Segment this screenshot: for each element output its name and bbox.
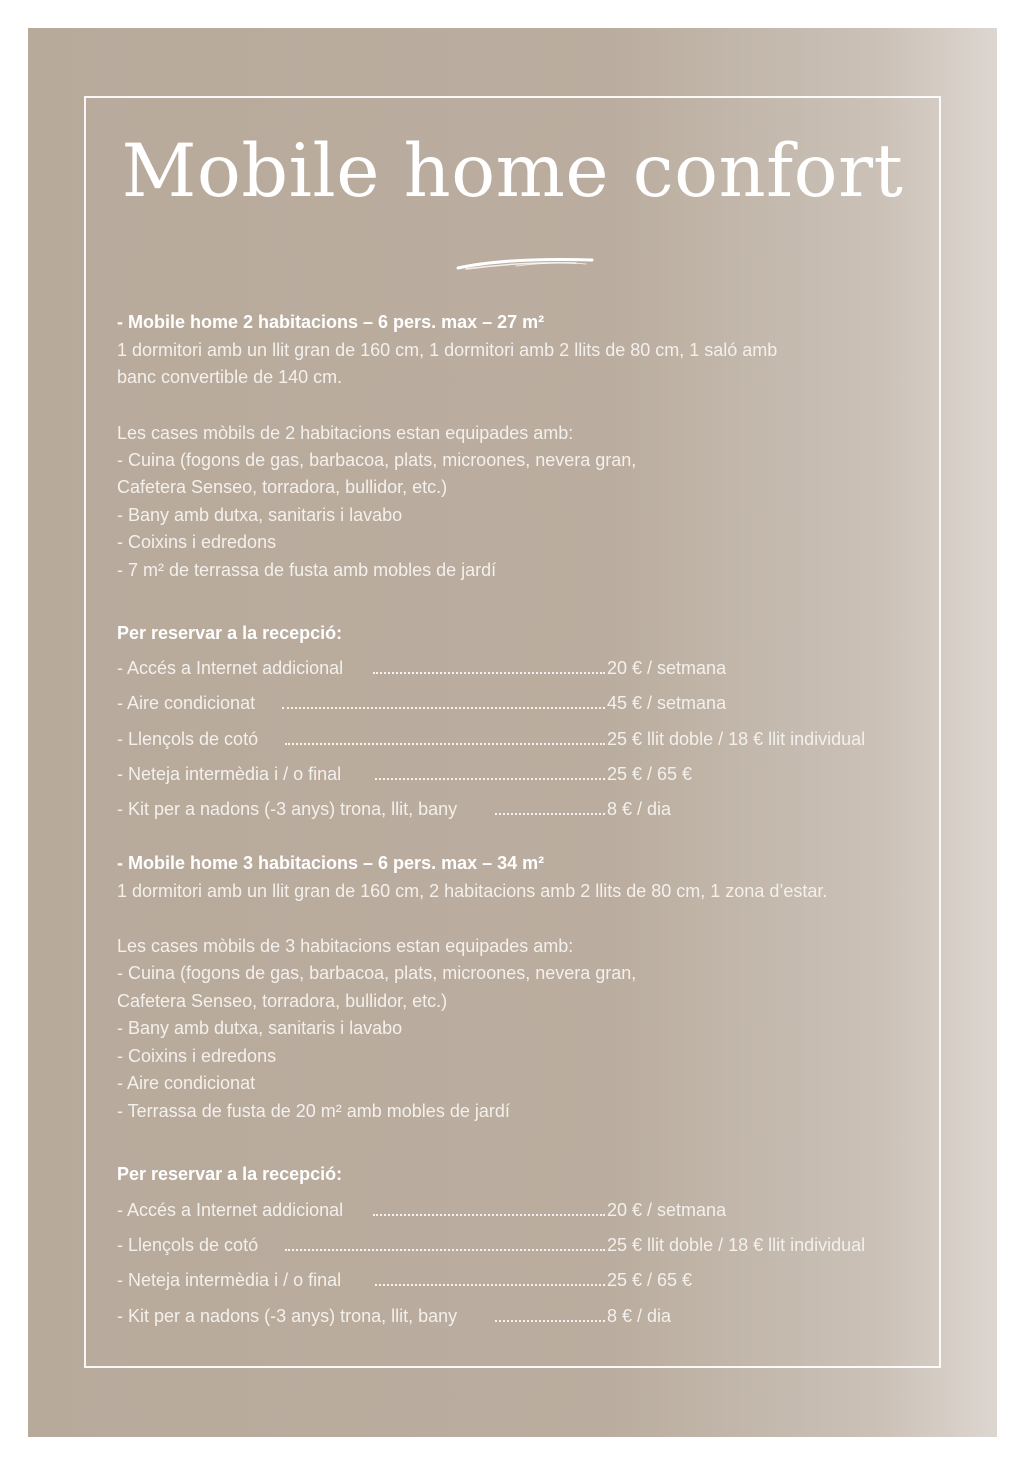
leader-dots — [495, 813, 605, 815]
price-label: - Accés a Internet addicional — [117, 658, 344, 678]
price-row — [117, 1234, 917, 1256]
section1-desc-line: banc convertible de 140 cm. — [117, 367, 343, 387]
section2-desc-line: 1 dormitori amb un llit gran de 160 cm, 2 habitacions amb 2 llits de 80 cm, 1 zona d’estar. — [117, 881, 828, 901]
leader-dots — [285, 1249, 605, 1251]
price-value: 45 € / setmana — [607, 693, 727, 713]
section2-equip-intro: Les cases mòbils de 3 habitacions estan equipades amb: — [117, 936, 574, 956]
leader-dots — [495, 1320, 605, 1322]
leader-dots — [373, 1214, 605, 1216]
leader-dots — [285, 743, 605, 745]
price-label: - Kit per a nadons (-3 anys) trona, llit, bany — [117, 1306, 458, 1326]
section2-equip-line: - Aire condicionat — [117, 1073, 256, 1093]
section1-equip-line: - Coixins i edredons — [117, 532, 277, 552]
price-value: 25 € / 65 € — [607, 1270, 693, 1290]
price-row — [117, 728, 917, 750]
section1-equip-line: - Bany amb dutxa, sanitaris i lavabo — [117, 505, 403, 525]
section2-equip-line: - Terrassa de fusta de 20 m² amb mobles de jardí — [117, 1101, 510, 1121]
price-row — [117, 1305, 917, 1327]
section2-reserve-heading: Per reservar a la recepció: — [117, 1164, 343, 1184]
section1-equip-line: - 7 m² de terrassa de fusta amb mobles de jardí — [117, 560, 497, 580]
brochure-panel — [28, 28, 997, 1437]
section2-equip-line: - Cuina (fogons de gas, barbacoa, plats, microones, nevera gran, — [117, 963, 637, 983]
price-value: 25 € llit doble / 18 € llit individual — [607, 729, 866, 749]
price-label: - Llençols de cotó — [117, 1235, 259, 1255]
section2-equip-line: Cafetera Senseo, torradora, bullidor, etc.) — [117, 991, 448, 1011]
price-row — [117, 657, 917, 679]
section1-desc-line: 1 dormitori amb un llit gran de 160 cm, 1 dormitori amb 2 llits de 80 cm, 1 saló amb — [117, 340, 778, 360]
price-value: 8 € / dia — [607, 799, 672, 819]
section2-equip-line: - Coixins i edredons — [117, 1046, 277, 1066]
price-label: - Neteja intermèdia i / o final — [117, 764, 342, 784]
price-row — [117, 1269, 917, 1291]
leader-dots — [282, 707, 605, 709]
section1-reserve-heading: Per reservar a la recepció: — [117, 623, 343, 643]
price-label: - Kit per a nadons (-3 anys) trona, llit, bany — [117, 799, 458, 819]
price-label: - Accés a Internet addicional — [117, 1200, 344, 1220]
price-row — [117, 798, 917, 820]
price-label: - Aire condicionat — [117, 693, 256, 713]
page-title: Mobile home confort — [121, 129, 904, 214]
price-row — [117, 1199, 917, 1221]
price-value: 25 € llit doble / 18 € llit individual — [607, 1235, 866, 1255]
section1-equip-intro: Les cases mòbils de 2 habitacions estan equipades amb: — [117, 423, 574, 443]
price-label: - Llençols de cotó — [117, 729, 259, 749]
price-value: 20 € / setmana — [607, 1200, 727, 1220]
section2-equip-line: - Bany amb dutxa, sanitaris i lavabo — [117, 1018, 403, 1038]
price-value: 8 € / dia — [607, 1306, 672, 1326]
leader-dots — [373, 672, 605, 674]
section1-equip-line: - Cuina (fogons de gas, barbacoa, plats, microones, nevera gran, — [117, 450, 637, 470]
section2-heading: - Mobile home 3 habitacions – 6 pers. max – 34 m² — [117, 853, 545, 873]
price-label: - Neteja intermèdia i / o final — [117, 1270, 342, 1290]
decorative-flourish-icon — [456, 254, 596, 274]
price-row — [117, 763, 917, 785]
price-value: 25 € / 65 € — [607, 764, 693, 784]
price-value: 20 € / setmana — [607, 658, 727, 678]
section1-heading: - Mobile home 2 habitacions – 6 pers. max – 27 m² — [117, 312, 545, 332]
price-row — [117, 692, 917, 714]
leader-dots — [375, 778, 605, 780]
leader-dots — [375, 1284, 605, 1286]
section1-equip-line: Cafetera Senseo, torradora, bullidor, etc.) — [117, 477, 448, 497]
